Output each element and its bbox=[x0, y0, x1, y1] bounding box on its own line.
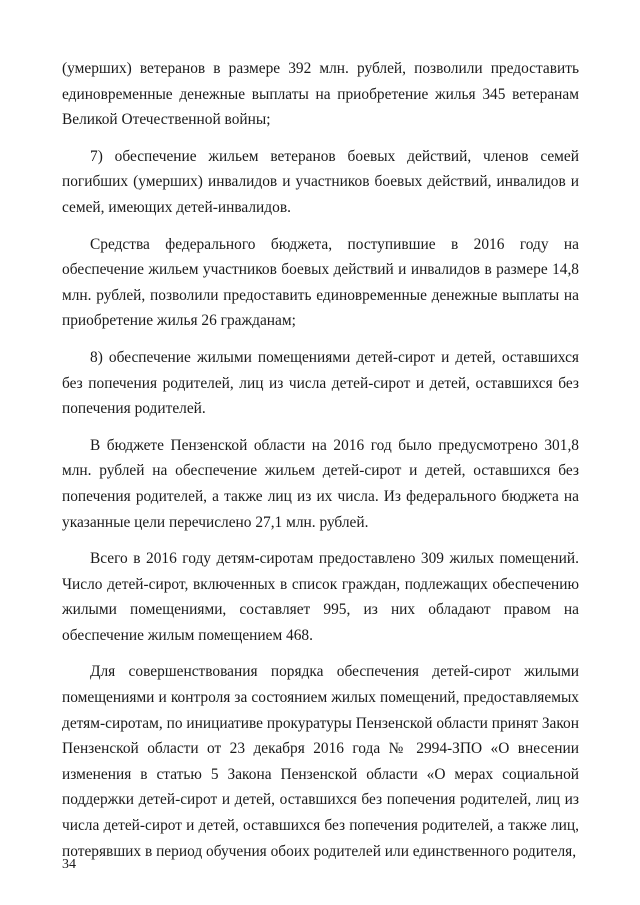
paragraph-law-adopted: Для совершенствования порядка обеспечения детей-сирот жилыми помещениями и контроля за состоянием жилых помещений, предоставляемых детям-сиротам, по инициативе прокуратуры Пензенской области принят Закон Пензенской области от 23 декабря 2016 года № 2994-ЗПО «О внесении изменения в статью 5 Закона Пензенской области «О мерах социальной поддержки детей-сирот и детей, оставшихся без попечения родителей, лиц из числа детей-сирот и детей, оставшихся без попечения родителей, а также лиц, потерявших в период обучения обоих родителей или единственного родителя, bbox=[62, 663, 579, 860]
page-number: 34 bbox=[62, 857, 76, 872]
body-text bbox=[62, 56, 579, 875]
paragraph-federal-funds: Средства федерального бюджета, поступившие в 2016 году на обеспечение жильем участников боевых действий и инвалидов в размере 14,8 млн. рублей, позволили предоставить единовременные денежные выплаты на приобретение жилья 26 гражданам; bbox=[62, 235, 579, 330]
paragraph-item-8: 8) обеспечение жилыми помещениями детей-сирот и детей, оставшихся без попечения родителей, лиц из числа детей-сирот и детей, оставшихся без попечения родителей. bbox=[62, 348, 579, 418]
paragraph-continued: (умерших) ветеранов в размере 392 млн. рублей, позволили предоставить единовременные денежные выплаты на приобретение жилья 345 ветеранам Великой Отечественной войны; bbox=[62, 60, 579, 129]
paragraph-housing-provided: Всего в 2016 году детям-сиротам предоставлено 309 жилых помещений. Число детей-сирот, включенных в список граждан, подлежащих обеспечению жилыми помещениями, составляет 995, из них обладают правом на обеспечение жилым помещением 468. bbox=[62, 550, 579, 644]
paragraph-item-7: 7) обеспечение жильем ветеранов боевых действий, членов семей погибших (умерших) инвалидов и участников боевых действий, инвалидов и семей, имеющих детей-инвалидов. bbox=[62, 147, 579, 216]
paragraph-regional-budget: В бюджете Пензенской области на 2016 год было предусмотрено 301,8 млн. рублей на обеспечение жильем детей-сирот и детей, оставшихся без попечения родителей, а также лиц из их числа. Из федерального бюджета на указанные цели перечислено 27,1 млн. рублей. bbox=[62, 436, 579, 531]
